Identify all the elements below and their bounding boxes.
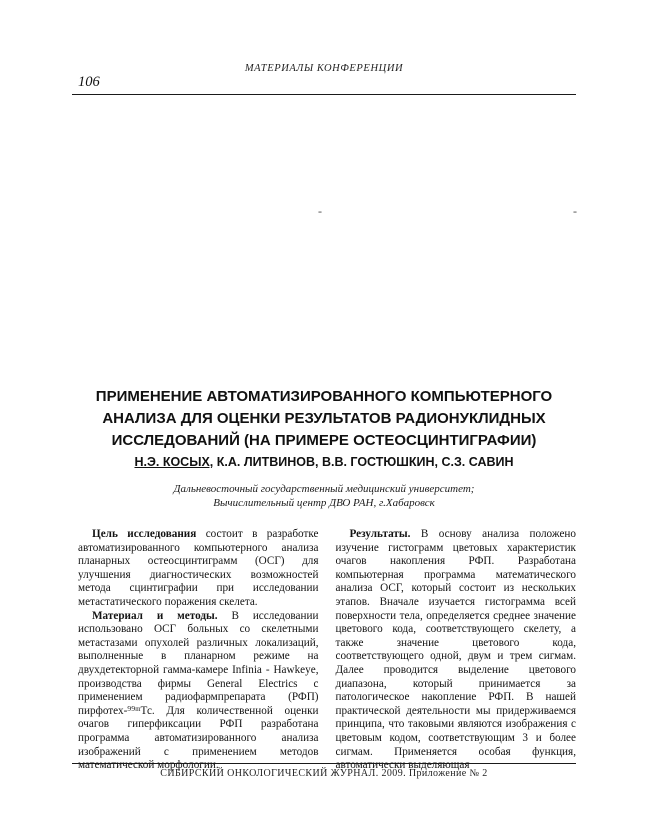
affiliation-line-2: Вычислительный центр ДВО РАН, г.Хабаровск: [213, 496, 435, 509]
paragraph-methods: [78, 610, 319, 773]
stray-mark-left: -: [318, 204, 322, 218]
affiliation-line-1: Дальневосточный государственный медицинский университет;: [173, 483, 475, 495]
page-number: 106: [78, 74, 100, 90]
body-columns: [78, 528, 576, 773]
title-line-1: ПРИМЕНЕНИЕ АВТОМАТИЗИРОВАННОГО КОМПЬЮТЕРНОГО: [95, 388, 553, 405]
paragraph-lead: Цель исследования: [92, 528, 197, 540]
paragraph-text: состоит в разработке автоматизированного компьютерного анализа планарных остеосцинтиграмм (ОСГ) для улучшения диагностических возможностей метода сцинтиграфии при исследовании метастатического поражения скелета.: [78, 528, 319, 608]
title-line-3: ИССЛЕДОВАНИЙ (НА ПРИМЕРЕ ОСТЕОСЦИНТИГРАФИИ): [111, 432, 537, 449]
paragraph-lead: Материал и методы.: [92, 609, 218, 622]
affiliation: [66, 483, 582, 510]
stray-mark-right: -: [573, 204, 577, 218]
left-column: [78, 528, 319, 773]
running-header: МАТЕРИАЛЫ КОНФЕРЕНЦИИ: [244, 63, 404, 74]
paragraph-lead: Результаты.: [349, 528, 411, 540]
right-column: [336, 528, 577, 773]
footer-text: СИБИРСКИЙ ОНКОЛОГИЧЕСКИЙ ЖУРНАЛ. 2009. Приложение № 2: [160, 768, 488, 779]
authors-rest: К.А. ЛИТВИНОВ, В.В. ГОСТЮШКИН, С.З. САВИН: [213, 455, 514, 469]
paragraph-goal: [78, 528, 319, 610]
title-line-2: АНАЛИЗА ДЛЯ ОЦЕНКИ РЕЗУЛЬТАТОВ РАДИОНУКЛИДНЫХ: [102, 410, 546, 427]
footer-rule: [72, 763, 576, 764]
author-first: Н.Э. КОСЫХ,: [134, 455, 214, 469]
paragraph-text: В исследовании использовано ОСГ больных со скелетными метастазами опухолей различных локализаций, выполненные в планарном режиме на двухдетекторной гамма-камере Infinia - Hawkeye, производства фирмы General Electrics с применением радиофармпрепарата (РФП) пирфотех-⁹⁹ᵐТс. Для количественной оценки очагов гиперфиксации РФП разработана программа автоматизированного анализа изображений с применением методов математической морфологии.: [78, 609, 319, 772]
article-title: [66, 386, 582, 452]
authors-line: [66, 455, 582, 469]
paragraph-results: [336, 528, 577, 773]
header-rule: [72, 94, 576, 95]
paragraph-text: В основу анализа положено изучение гистограмм цветовых характеристик очагов накопления РФП. Разработана компьютерная программа математического анализа ОСГ, который состоит из нескольких этапов. Вначале изучается гистограмма всей поверхности тела, определяется среднее значение цветового кода, соответствующего скелету, а также значение цветового кода, соответствующего одной, двум и трем сигмам. Далее проводится выделение цветового диапазона, который принимается за патологическое накопление РФП. В нашей практической деятельности мы придерживаемся принципа, что таковыми являются изображения с цветовым кодом, соответствующим 3 и более сигмам. Применяется особая функция, автоматически выделяющая: [335, 528, 576, 772]
